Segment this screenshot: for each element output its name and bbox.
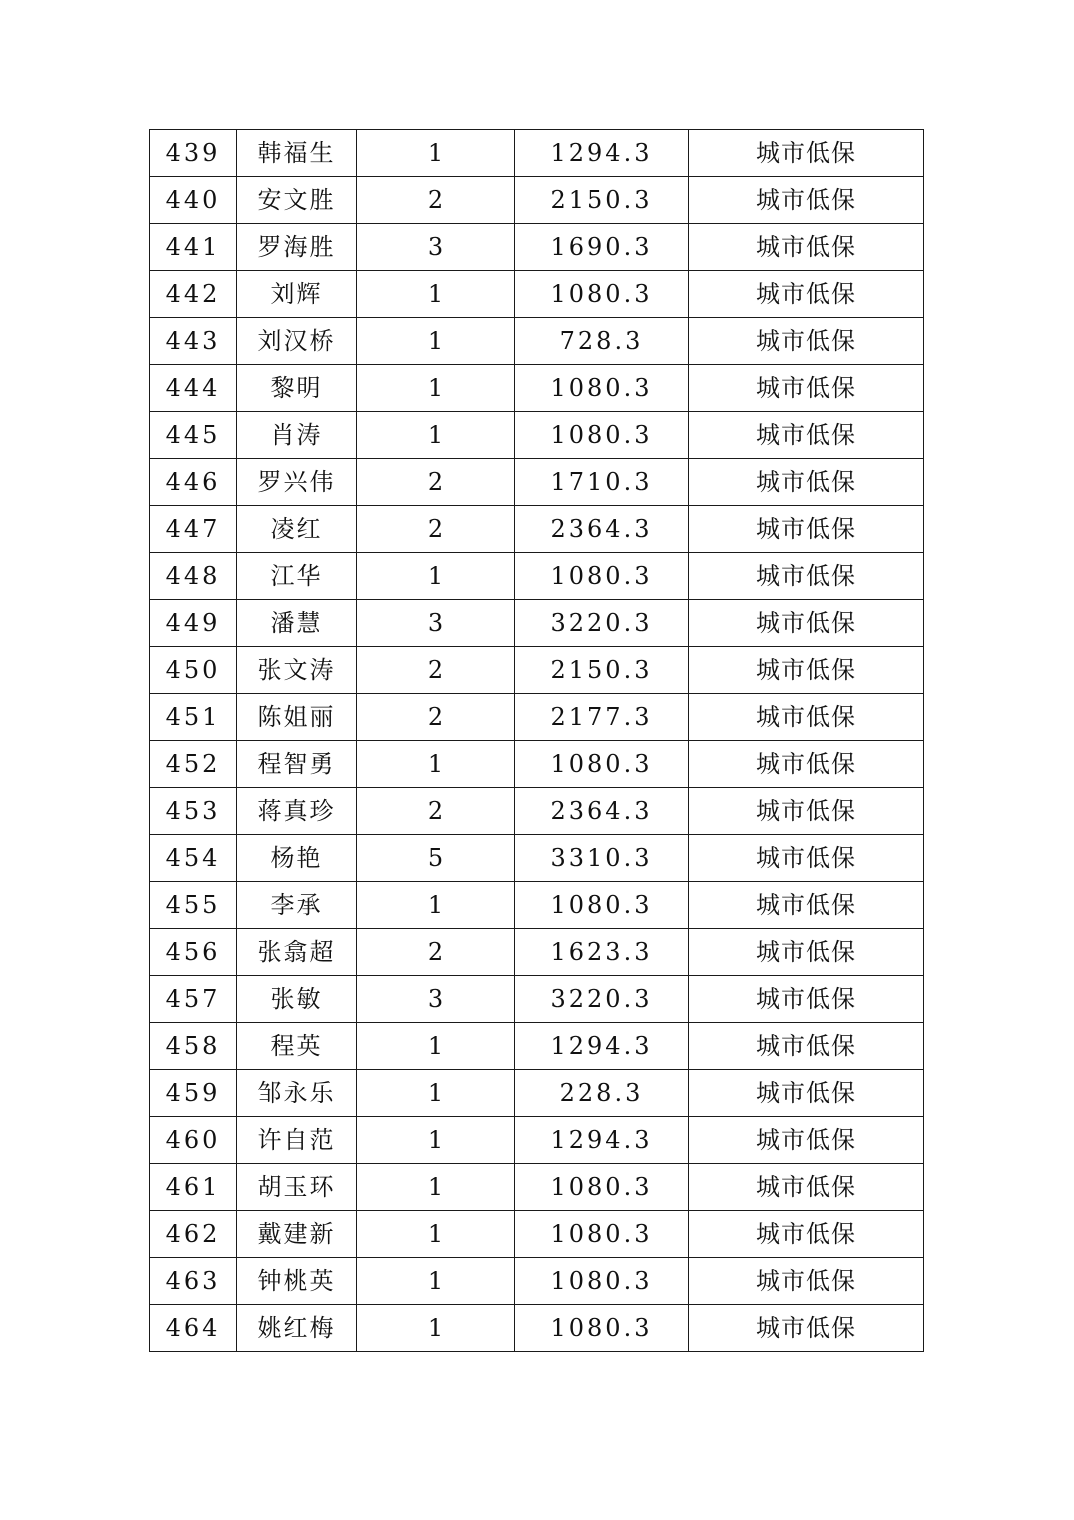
row-number-cell: 457 xyxy=(150,976,237,1023)
name-cell: 安文胜 xyxy=(237,177,357,224)
assistance-type-cell: 城市低保 xyxy=(689,318,924,365)
assistance-type-cell: 城市低保 xyxy=(689,694,924,741)
household-size-cell: 2 xyxy=(357,694,515,741)
household-size-cell: 1 xyxy=(357,741,515,788)
name-cell: 钟桃英 xyxy=(237,1258,357,1305)
name-cell: 凌红 xyxy=(237,506,357,553)
name-cell: 程智勇 xyxy=(237,741,357,788)
household-size-cell: 1 xyxy=(357,1305,515,1352)
amount-cell: 1080.3 xyxy=(515,1164,689,1211)
assistance-type-cell: 城市低保 xyxy=(689,788,924,835)
amount-cell: 1623.3 xyxy=(515,929,689,976)
subsidy-roster-table xyxy=(149,129,924,1352)
row-number-cell: 455 xyxy=(150,882,237,929)
name-cell: 陈姐丽 xyxy=(237,694,357,741)
table-row xyxy=(150,130,924,177)
amount-cell: 3220.3 xyxy=(515,976,689,1023)
amount-cell: 1080.3 xyxy=(515,553,689,600)
amount-cell: 1080.3 xyxy=(515,741,689,788)
name-cell: 黎明 xyxy=(237,365,357,412)
table-row xyxy=(150,647,924,694)
name-cell: 戴建新 xyxy=(237,1211,357,1258)
household-size-cell: 2 xyxy=(357,929,515,976)
name-cell: 刘辉 xyxy=(237,271,357,318)
amount-cell: 2150.3 xyxy=(515,647,689,694)
household-size-cell: 1 xyxy=(357,553,515,600)
assistance-type-cell: 城市低保 xyxy=(689,365,924,412)
amount-cell: 228.3 xyxy=(515,1070,689,1117)
amount-cell: 1294.3 xyxy=(515,1117,689,1164)
assistance-type-cell: 城市低保 xyxy=(689,1070,924,1117)
row-number-cell: 453 xyxy=(150,788,237,835)
row-number-cell: 463 xyxy=(150,1258,237,1305)
household-size-cell: 5 xyxy=(357,835,515,882)
name-cell: 肖涛 xyxy=(237,412,357,459)
household-size-cell: 1 xyxy=(357,130,515,177)
table-row xyxy=(150,1070,924,1117)
amount-cell: 2364.3 xyxy=(515,788,689,835)
assistance-type-cell: 城市低保 xyxy=(689,506,924,553)
assistance-type-cell: 城市低保 xyxy=(689,412,924,459)
assistance-type-cell: 城市低保 xyxy=(689,741,924,788)
table-row xyxy=(150,929,924,976)
assistance-type-cell: 城市低保 xyxy=(689,600,924,647)
household-size-cell: 1 xyxy=(357,1023,515,1070)
table-row xyxy=(150,506,924,553)
household-size-cell: 2 xyxy=(357,647,515,694)
row-number-cell: 447 xyxy=(150,506,237,553)
table-row xyxy=(150,553,924,600)
amount-cell: 1690.3 xyxy=(515,224,689,271)
household-size-cell: 1 xyxy=(357,412,515,459)
household-size-cell: 3 xyxy=(357,976,515,1023)
household-size-cell: 1 xyxy=(357,271,515,318)
assistance-type-cell: 城市低保 xyxy=(689,130,924,177)
row-number-cell: 442 xyxy=(150,271,237,318)
name-cell: 邹永乐 xyxy=(237,1070,357,1117)
table-row xyxy=(150,365,924,412)
table-row xyxy=(150,694,924,741)
assistance-type-cell: 城市低保 xyxy=(689,929,924,976)
household-size-cell: 1 xyxy=(357,1211,515,1258)
table-row xyxy=(150,177,924,224)
row-number-cell: 456 xyxy=(150,929,237,976)
table-row xyxy=(150,1305,924,1352)
name-cell: 姚红梅 xyxy=(237,1305,357,1352)
row-number-cell: 446 xyxy=(150,459,237,506)
name-cell: 程英 xyxy=(237,1023,357,1070)
name-cell: 李承 xyxy=(237,882,357,929)
household-size-cell: 1 xyxy=(357,1258,515,1305)
household-size-cell: 2 xyxy=(357,506,515,553)
table-row xyxy=(150,459,924,506)
amount-cell: 728.3 xyxy=(515,318,689,365)
table-row xyxy=(150,1258,924,1305)
assistance-type-cell: 城市低保 xyxy=(689,647,924,694)
table-row xyxy=(150,318,924,365)
assistance-type-cell: 城市低保 xyxy=(689,1305,924,1352)
name-cell: 江华 xyxy=(237,553,357,600)
amount-cell: 2177.3 xyxy=(515,694,689,741)
amount-cell: 1080.3 xyxy=(515,1258,689,1305)
assistance-type-cell: 城市低保 xyxy=(689,1117,924,1164)
table-row xyxy=(150,1211,924,1258)
name-cell: 罗兴伟 xyxy=(237,459,357,506)
name-cell: 刘汉桥 xyxy=(237,318,357,365)
household-size-cell: 2 xyxy=(357,459,515,506)
household-size-cell: 2 xyxy=(357,788,515,835)
assistance-type-cell: 城市低保 xyxy=(689,271,924,318)
name-cell: 张翕超 xyxy=(237,929,357,976)
amount-cell: 1080.3 xyxy=(515,412,689,459)
row-number-cell: 445 xyxy=(150,412,237,459)
row-number-cell: 441 xyxy=(150,224,237,271)
table-row xyxy=(150,788,924,835)
name-cell: 韩福生 xyxy=(237,130,357,177)
row-number-cell: 439 xyxy=(150,130,237,177)
amount-cell: 1080.3 xyxy=(515,882,689,929)
assistance-type-cell: 城市低保 xyxy=(689,459,924,506)
row-number-cell: 454 xyxy=(150,835,237,882)
assistance-type-cell: 城市低保 xyxy=(689,1023,924,1070)
row-number-cell: 450 xyxy=(150,647,237,694)
assistance-type-cell: 城市低保 xyxy=(689,1211,924,1258)
table-row xyxy=(150,412,924,459)
amount-cell: 1294.3 xyxy=(515,1023,689,1070)
assistance-type-cell: 城市低保 xyxy=(689,882,924,929)
assistance-type-cell: 城市低保 xyxy=(689,835,924,882)
assistance-type-cell: 城市低保 xyxy=(689,224,924,271)
row-number-cell: 451 xyxy=(150,694,237,741)
row-number-cell: 448 xyxy=(150,553,237,600)
amount-cell: 1080.3 xyxy=(515,1305,689,1352)
row-number-cell: 461 xyxy=(150,1164,237,1211)
assistance-type-cell: 城市低保 xyxy=(689,1164,924,1211)
name-cell: 蒋真珍 xyxy=(237,788,357,835)
table-row xyxy=(150,835,924,882)
row-number-cell: 452 xyxy=(150,741,237,788)
assistance-type-cell: 城市低保 xyxy=(689,177,924,224)
name-cell: 许自范 xyxy=(237,1117,357,1164)
household-size-cell: 1 xyxy=(357,882,515,929)
table-row xyxy=(150,1164,924,1211)
amount-cell: 3220.3 xyxy=(515,600,689,647)
name-cell: 张文涛 xyxy=(237,647,357,694)
household-size-cell: 1 xyxy=(357,365,515,412)
table-row xyxy=(150,224,924,271)
table-row xyxy=(150,600,924,647)
table-row xyxy=(150,882,924,929)
row-number-cell: 458 xyxy=(150,1023,237,1070)
amount-cell: 1294.3 xyxy=(515,130,689,177)
name-cell: 罗海胜 xyxy=(237,224,357,271)
row-number-cell: 464 xyxy=(150,1305,237,1352)
household-size-cell: 1 xyxy=(357,1070,515,1117)
amount-cell: 1080.3 xyxy=(515,271,689,318)
name-cell: 潘慧 xyxy=(237,600,357,647)
table-row xyxy=(150,1023,924,1070)
row-number-cell: 444 xyxy=(150,365,237,412)
amount-cell: 1080.3 xyxy=(515,1211,689,1258)
row-number-cell: 460 xyxy=(150,1117,237,1164)
household-size-cell: 2 xyxy=(357,177,515,224)
row-number-cell: 449 xyxy=(150,600,237,647)
amount-cell: 1710.3 xyxy=(515,459,689,506)
household-size-cell: 1 xyxy=(357,318,515,365)
table-row xyxy=(150,741,924,788)
table-row xyxy=(150,271,924,318)
amount-cell: 3310.3 xyxy=(515,835,689,882)
roster-body xyxy=(150,130,924,1352)
household-size-cell: 3 xyxy=(357,224,515,271)
household-size-cell: 3 xyxy=(357,600,515,647)
name-cell: 胡玉环 xyxy=(237,1164,357,1211)
household-size-cell: 1 xyxy=(357,1117,515,1164)
assistance-type-cell: 城市低保 xyxy=(689,1258,924,1305)
row-number-cell: 443 xyxy=(150,318,237,365)
assistance-type-cell: 城市低保 xyxy=(689,976,924,1023)
table-row xyxy=(150,1117,924,1164)
assistance-type-cell: 城市低保 xyxy=(689,553,924,600)
name-cell: 张敏 xyxy=(237,976,357,1023)
amount-cell: 2364.3 xyxy=(515,506,689,553)
amount-cell: 2150.3 xyxy=(515,177,689,224)
amount-cell: 1080.3 xyxy=(515,365,689,412)
row-number-cell: 440 xyxy=(150,177,237,224)
household-size-cell: 1 xyxy=(357,1164,515,1211)
name-cell: 杨艳 xyxy=(237,835,357,882)
row-number-cell: 459 xyxy=(150,1070,237,1117)
table-row xyxy=(150,976,924,1023)
row-number-cell: 462 xyxy=(150,1211,237,1258)
